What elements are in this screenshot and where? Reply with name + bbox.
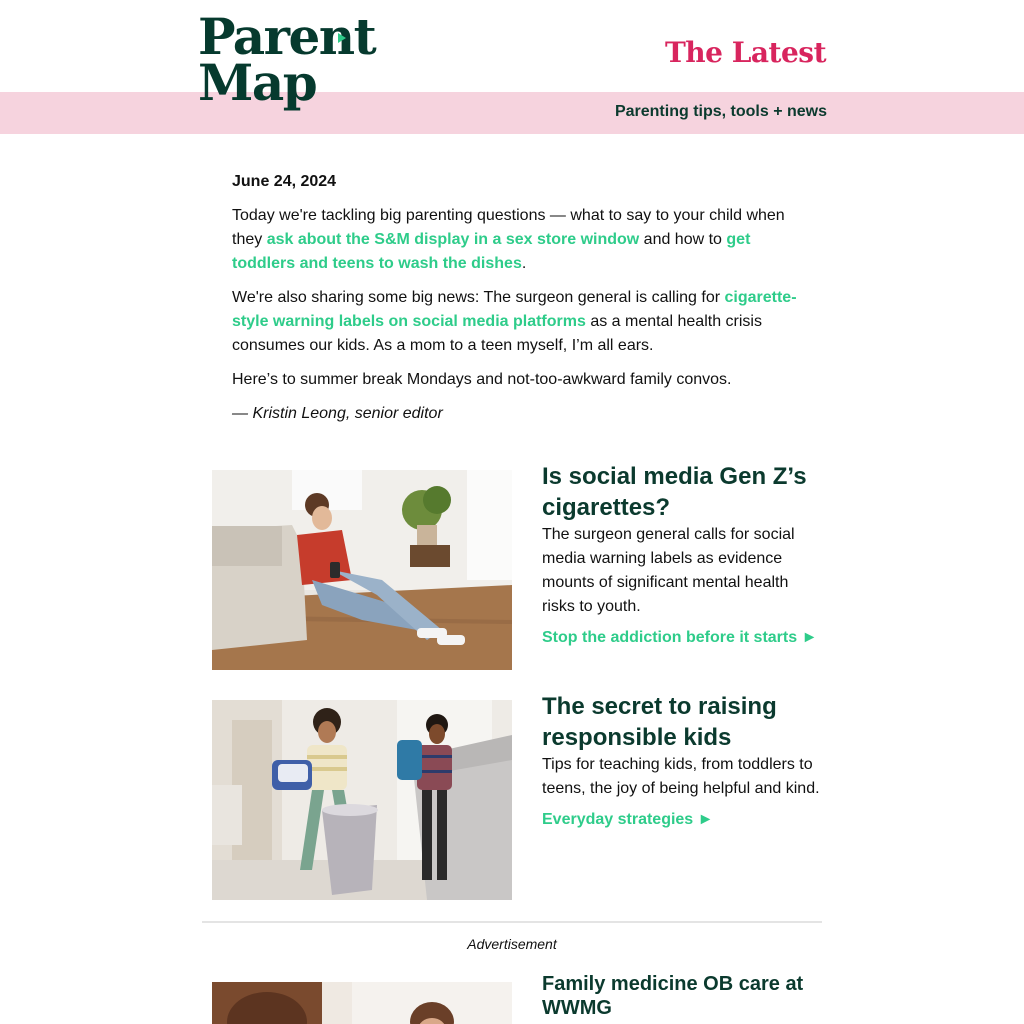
story-text [542,691,824,829]
intro-text: . [521,255,527,272]
link-warning-labels[interactable]: cigarette-style warning labels on social media platforms [232,289,797,330]
story-description: The surgeon general calls for social media warning labels as evidence mounts of significant mental health risks to youth. [542,526,795,615]
ad-illustration [212,982,512,1024]
link-sm-display[interactable]: ask about the S&M display in a sex store window [266,231,640,248]
story-cta-link[interactable]: Stop the addiction before it starts ► [542,629,818,646]
story-title[interactable]: The secret to raising responsible kids [542,693,777,751]
ad-title[interactable]: Family medicine OB care at WWMG [542,973,804,1019]
intro-text: Today we're tackling big parenting questions — what to say to your child when they [232,207,785,248]
ad-card [212,972,824,1024]
ad-image-doctor[interactable] [212,982,512,1024]
logo-word-parent: Parent [198,7,376,66]
section-divider [202,921,822,923]
story-image-teen-on-phone[interactable] [212,470,512,670]
section-title: The Latest [664,36,826,69]
issue-date: June 24, 2024 [232,173,337,190]
story-image-kids-laundry[interactable] [212,700,512,900]
tagline: Parenting tips, tools + news [614,103,827,120]
logo-word-map: Map [198,53,317,112]
ad-text [542,972,824,1020]
kids-laundry-illustration [212,700,512,900]
logo-arrow-icon [338,33,346,43]
link-wash-dishes[interactable]: get toddlers and teens to wash the dishes [232,231,751,272]
story-text [542,461,824,647]
story-description: Tips for teaching kids, from toddlers to teens, the joy of being helpful and kind. [542,756,820,797]
intro-text: as a mental health crisis consumes our kids. As a mom to a teen myself, I’m all ears. [232,313,762,354]
intro-paragraph-3: Here’s to summer break Mondays and not-too-awkward family convos. [232,371,732,388]
parentmap-logo[interactable] [198,7,376,124]
intro-paragraph-1 [232,204,812,276]
editor-intro [232,170,812,436]
story-cta-link[interactable]: Everyday strategies ► [542,811,714,828]
intro-text: and how to [639,231,727,248]
intro-text: We're also sharing some big news: The surgeon general is calling for [232,289,725,306]
advertisement-label: Advertisement [467,936,557,952]
story-card [212,461,824,671]
story-title[interactable]: Is social media Gen Z’s cigarettes? [542,463,807,521]
teen-phone-illustration [212,470,512,670]
story-card [212,691,824,901]
intro-paragraph-2 [232,286,812,358]
editor-signature: — Kristin Leong, senior editor [232,405,443,422]
tagline-band [0,92,1024,134]
